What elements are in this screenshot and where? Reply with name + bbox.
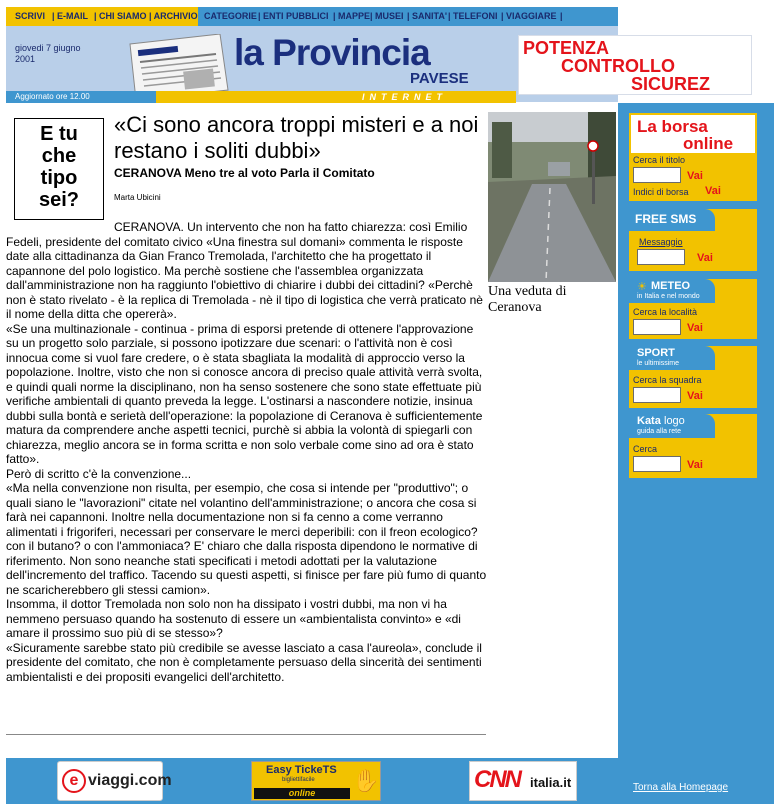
paragraph-3: Però di scritto c'è la convenzione... (6, 466, 192, 481)
meteo-subtitle: in Italia e nel mondo (637, 293, 700, 300)
katalogo-caption: Cerca (633, 444, 658, 454)
sms-message-input[interactable] (637, 249, 685, 265)
header-date (15, 43, 81, 65)
nav-telefoni[interactable]: | TELEFONI (448, 11, 498, 21)
eviaggi-logo[interactable] (57, 761, 172, 801)
sms-head (629, 209, 715, 231)
nav-separator: | (560, 11, 563, 21)
article-photo (488, 112, 616, 282)
widget-borsa (629, 113, 757, 201)
paragraph-6: «Sicuramente sarebbe stato più credibile se avesse lasciato a casa l'aureola», conclude il presidente del comitato, che non è completamente persuaso della sincerità dei sentimenti ambientalisti e dei propositi evangelici dell'architetto. (6, 640, 482, 684)
internet-label: INTERNET (362, 92, 447, 102)
logo-subtitle: PAVESE (410, 70, 469, 87)
teaser-line-1: E tu (40, 123, 78, 145)
date-line-2: 2001 (15, 54, 36, 64)
meteo-go-button[interactable]: Vai (687, 322, 703, 334)
katalogo-go-button[interactable]: Vai (687, 459, 703, 471)
katalogo-subtitle: guida alla rete (637, 428, 681, 435)
eviaggi-text: viaggi.com (88, 772, 172, 789)
article-author: Marta Ubicini (114, 193, 161, 202)
nav-sanita[interactable]: | SANITA' (407, 11, 447, 21)
widget-katalogo (629, 414, 757, 478)
borsa-index-go[interactable]: Vai (705, 185, 721, 197)
paragraph-1: CERANOVA. Un intervento che non ha fatto chiarezza: così Emilio Fedeli, presidente del comitato civico «Una finestra sul domani» commenta le risposte date alla cittadinanza da Gian Franco Tremolada, l'architetto che ha progettato il capannone del polo logistico. Ma perchè sostiene che l'assemblea organizzata dall'amministrazione non ha raggiunto l'obiettivo di chiarire i dubbi dei cittadini? «Perchè non è stato rivelato - è la replica di Tremolada - nè il tipo di logistica che verrà praticato nè il nome della ditta che opererà». (6, 220, 483, 321)
teaser-box[interactable] (14, 118, 104, 220)
teaser-line-3: tipo (40, 167, 78, 189)
borsa-title-2: online (683, 134, 734, 153)
borsa-title-1: La borsa (637, 117, 708, 136)
date-line-1: giovedi 7 giugno (15, 43, 81, 53)
photo-caption: Una veduta di Ceranova (488, 284, 567, 315)
meteo-caption: Cerca la località (633, 307, 698, 317)
sport-title: SPORT (637, 347, 675, 359)
easytickets-title: Easy TickeTS (266, 764, 337, 776)
sport-subtitle: le ultimissime (637, 360, 680, 367)
sport-go-button[interactable]: Vai (687, 390, 703, 402)
sms-title: FREE SMS (635, 212, 697, 226)
nav-scrivi[interactable]: SCRIVI (15, 11, 46, 21)
cnn-italia-text: italia.it (530, 775, 572, 790)
banner-ad[interactable] (518, 35, 752, 95)
article-divider (6, 734, 486, 735)
cnn-italia-logo[interactable] (469, 761, 577, 801)
top-nav-left (6, 7, 198, 26)
borsa-caption: Cerca il titolo (633, 155, 686, 165)
paragraph-5: Insomma, il dottor Tremolada non solo non ha dissipato i vostri dubbi, ma non vi ha nemmeno persuaso quando ha sostenuto di essere un «ambientalista convinto» e «di amare il prossimo suo più di se stesso»? (6, 597, 461, 640)
meteo-title: METEO (651, 280, 691, 292)
homepage-link[interactable]: Torna alla Homepage (633, 782, 729, 793)
teaser-line-2: che (41, 145, 77, 167)
katalogo-head (629, 414, 715, 438)
article-title: «Ci sono ancora troppi misteri e a noi restano i soliti dubbi» (114, 112, 479, 163)
nav-mappe[interactable]: | MAPPE (333, 11, 371, 21)
ad-line-2: CONTROLLO (561, 56, 675, 76)
paragraph-2: «Se una multinazionale - continua - prima di esporsi pretende di ottenere l'approvazione su un progetto solo parziale, si possono ipotizzare due scenari: o l'attività non è così innocua come si vuol fare credere, o è stata sbagliata la modalità di approccio verso la popolazione. Inoltre, visto che non si conosce ancora di preciso quale attività verrà svolta, e quindi quali norme la disciplinano, non ha senso sostenere che sono state effettuate più verifiche ambientali di quanto preveda la legge. L'ostinarsi a nascondere notizie, insinua dubbi sulla bontà e serietà dell'operazione: la popolazione di Ceranova è sufficientemente matura da comprendere anche aspetti tecnici, purchè si abbia la volontà di spiegarli con chiarezza, meglio ancora se in forma scritta e non solo verbale come sino ad ora è stato fatto». (6, 321, 483, 466)
easytickets-sub: bigliettifacile (282, 777, 315, 783)
sun-icon: ☀ (637, 281, 647, 293)
nav-enti-pubblici[interactable]: | ENTI PUBBLICI (258, 11, 329, 21)
katalogo-title-a: Kata (637, 415, 661, 427)
sport-head (629, 346, 715, 370)
sms-go-button[interactable]: Vai (697, 252, 713, 264)
article-body (6, 220, 488, 684)
sport-team-input[interactable] (633, 387, 681, 403)
cnn-mark: CNN (474, 766, 520, 793)
ticket-hand-icon: ✋ (352, 768, 380, 793)
nav-musei[interactable]: | MUSEI (370, 11, 404, 21)
easytickets-logo[interactable] (251, 761, 381, 801)
katalogo-title-b: logo (664, 415, 685, 427)
sms-caption: Messaggio (639, 237, 683, 247)
article-subtitle: CERANOVA Meno tre al voto Parla il Comitato (114, 166, 375, 180)
easytickets-online: online (254, 788, 350, 799)
ad-line-3: SICUREZ (631, 74, 711, 94)
borsa-go-button[interactable]: Vai (687, 170, 703, 182)
widget-meteo (629, 279, 757, 339)
logo-title[interactable]: la Provincia (234, 32, 430, 73)
borsa-index-link[interactable]: Indici di borsa (633, 187, 689, 197)
nav-email[interactable]: | E-MAIL (52, 11, 89, 21)
borsa-title-box (631, 115, 755, 153)
paragraph-4: «Ma nella convenzione non risulta, per esempio, che cosa si intende per "produttivo"; o quali siano le "lavorazioni" citate nel volantino dell'amministrazione; o ancora che cosa si farà nei capannoni. Inoltre nella documentazione non si fa cenno a come verranno alimentati i frigoriferi, necessari per conservare le merci deperibili: con il freon ecologico? con il butano? o con l'ammoniaca? E' chiaro che dalla risposta dipendono le normative di riferimento. Non sono neanche stati specificati i metodi adottati per la valutazione dell'incremento del traffico. Tacendo su questi aspetti, si finisce per fare più fumo di quanto ne scaricherebbero gli stessi camion». (6, 481, 487, 597)
widget-sms (629, 209, 757, 271)
katalogo-search-input[interactable] (633, 456, 681, 472)
ad-line-1: POTENZA (523, 38, 610, 58)
nav-chi-siamo[interactable]: | CHI SIAMO (94, 11, 147, 21)
nav-categorie[interactable]: CATEGORIE (204, 11, 257, 21)
update-time: Aggiornato ore 12.00 (15, 92, 90, 101)
borsa-search-input[interactable] (633, 167, 681, 183)
widget-sport (629, 346, 757, 408)
nav-viaggiare[interactable]: | VIAGGIARE (501, 11, 557, 21)
sport-caption: Cerca la squadra (633, 375, 702, 385)
teaser-line-4: sei? (38, 189, 80, 211)
nav-archivio[interactable]: | ARCHIVIO (149, 11, 198, 21)
top-nav-right (198, 7, 618, 26)
meteo-location-input[interactable] (633, 319, 681, 335)
eviaggi-e-mark: e (62, 769, 86, 793)
meteo-head (629, 279, 715, 303)
